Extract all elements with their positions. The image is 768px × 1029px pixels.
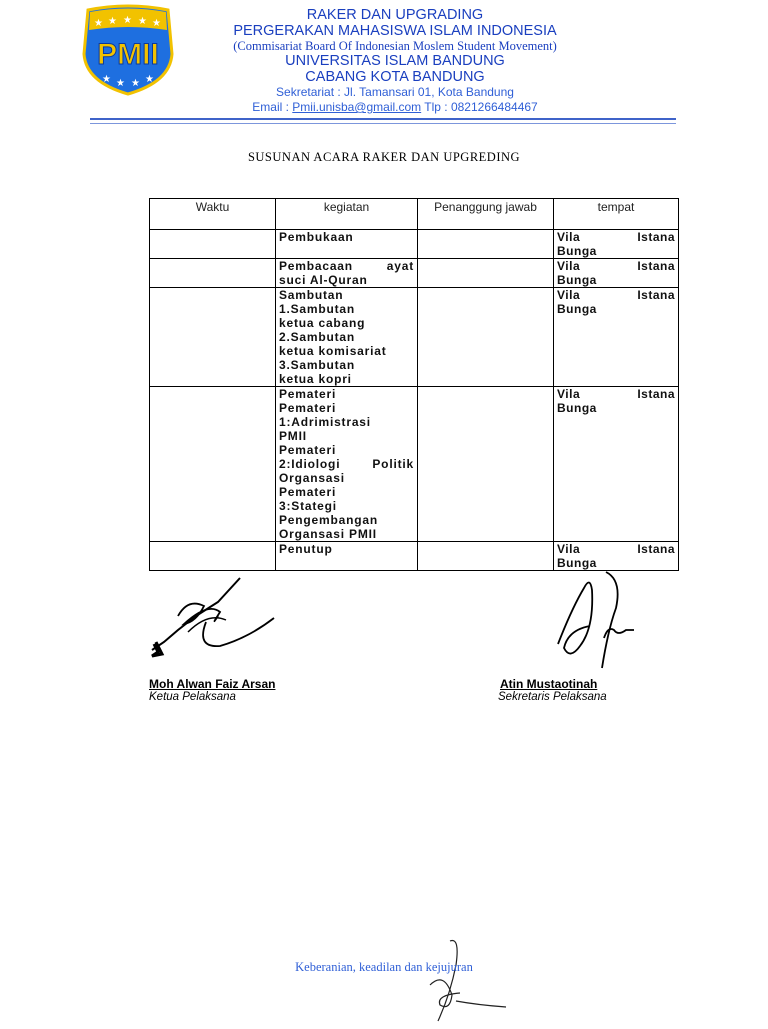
signature-left-image [148, 572, 278, 660]
svg-text:★: ★ [131, 78, 140, 89]
kegiatan-line: ketua kopri [279, 372, 352, 386]
header-kegiatan: kegiatan [276, 199, 418, 230]
kegiatan-line: Organsasi PMII [279, 527, 377, 541]
signature-right [550, 568, 640, 678]
table-row [150, 542, 679, 571]
tempat-text: Istana [637, 288, 675, 302]
tempat-text: Vila [557, 542, 581, 556]
left-signatory-role: Ketua Pelaksana [149, 691, 236, 703]
cell-kegiatan [276, 230, 418, 259]
tempat-text: Vila [557, 259, 581, 273]
footer-signature-image [420, 935, 510, 1024]
tempat-line-1 [557, 259, 675, 273]
kegiatan-line: Pemateri [279, 387, 337, 401]
kegiatan-line: ketua komisariat [279, 344, 387, 358]
tempat-line-2: Bunga [557, 556, 597, 570]
svg-text:★: ★ [152, 18, 161, 29]
logo-text: PMII [97, 38, 159, 71]
kegiatan-line: Pembukaan [279, 230, 354, 244]
branch-name: CABANG KOTA BANDUNG [305, 68, 485, 85]
cell-tempat [554, 387, 679, 542]
table-row [150, 230, 679, 259]
kegiatan-line: 2.Sambutan [279, 330, 356, 344]
tempat-line-2: Bunga [557, 273, 597, 287]
kegiatan-line: Pemateri [279, 485, 337, 499]
table-row [150, 259, 679, 288]
org-name: PERGERAKAN MAHASISWA ISLAM INDONESIA [233, 22, 557, 39]
cell-kegiatan [276, 542, 418, 571]
signature-right-image [550, 568, 640, 678]
email-label: Email : [252, 100, 293, 114]
tempat-text: Istana [637, 387, 675, 401]
tempat-line-1 [557, 387, 675, 401]
tempat-text: Vila [557, 230, 581, 244]
secretariat-address: Sekretariat : Jl. Tamansari 01, Kota Bandung [276, 85, 514, 99]
tempat-line-1 [557, 230, 675, 244]
kegiatan-line: 1.Sambutan [279, 302, 356, 316]
tempat-text: Istana [637, 542, 675, 556]
kegiatan-line: Pemateri [279, 401, 337, 415]
right-signatory-role: Sekretaris Pelaksana [498, 691, 607, 703]
svg-text:★: ★ [108, 16, 117, 27]
cell-tempat [554, 230, 679, 259]
header-rule-thick [90, 118, 676, 120]
cell-waktu [150, 288, 276, 387]
table-header-row [150, 199, 679, 230]
signature-left [148, 572, 278, 660]
agenda-table [149, 198, 679, 571]
cell-waktu [150, 387, 276, 542]
cell-waktu [150, 230, 276, 259]
kegiatan-line: Pemateri [279, 443, 337, 457]
cell-penanggung-jawab [418, 230, 554, 259]
header-rule-thin [90, 123, 676, 124]
right-signatory-name: Atin Mustaotinah [500, 677, 598, 691]
svg-text:★: ★ [138, 16, 147, 27]
cell-tempat [554, 542, 679, 571]
svg-text:★: ★ [145, 74, 154, 85]
event-title: RAKER DAN UPGRADING [306, 7, 484, 23]
kegiatan-line: Pembacaan ayat [279, 259, 414, 273]
cell-waktu [150, 542, 276, 571]
tempat-line-2: Bunga [557, 401, 597, 415]
tempat-line-2: Bunga [557, 244, 597, 258]
tempat-line-1 [557, 288, 675, 302]
cell-kegiatan [276, 259, 418, 288]
svg-text:★: ★ [123, 15, 132, 26]
tempat-text: Istana [637, 230, 675, 244]
svg-text:★: ★ [94, 18, 103, 29]
header-waktu: Waktu [150, 199, 276, 230]
svg-text:★: ★ [102, 74, 111, 85]
kegiatan-line: Pengembangan [279, 513, 378, 527]
university-name: UNIVERSITAS ISLAM BANDUNG [285, 53, 505, 69]
pmii-logo [80, 4, 176, 96]
cell-penanggung-jawab [418, 387, 554, 542]
cell-kegiatan [276, 387, 418, 542]
header-penanggung-jawab: Penanggung jawab [418, 199, 554, 230]
pmii-shield-icon [80, 4, 176, 96]
cell-penanggung-jawab [418, 259, 554, 288]
footer-signature [420, 935, 510, 1024]
tempat-text: Istana [637, 259, 675, 273]
kegiatan-line: Penutup [279, 542, 333, 556]
cell-kegiatan [276, 288, 418, 387]
cell-tempat [554, 288, 679, 387]
contact-line [180, 100, 610, 115]
kegiatan-line: PMII [279, 429, 307, 443]
kegiatan-line: 2:Idiologi Politik [279, 457, 414, 471]
cell-tempat [554, 259, 679, 288]
left-signatory-name: Moh Alwan Faiz Arsan [149, 677, 276, 691]
tempat-text: Vila [557, 288, 581, 302]
table-row [150, 387, 679, 542]
cell-waktu [150, 259, 276, 288]
cell-penanggung-jawab [418, 542, 554, 571]
tempat-line-2: Bunga [557, 302, 597, 316]
email-link[interactable]: Pmii.unisba@gmail.com [292, 100, 422, 114]
cell-penanggung-jawab [418, 288, 554, 387]
kegiatan-line: ketua cabang [279, 316, 366, 330]
table-row [150, 288, 679, 387]
header-tempat: tempat [554, 199, 679, 230]
footer-motto: Keberanian, keadilan dan kejujuran [295, 960, 473, 974]
kegiatan-line: Organsasi [279, 471, 345, 485]
tempat-line-1 [557, 542, 675, 556]
phone-text: Tlp : 0821266484467 [421, 100, 538, 114]
org-english-name: (Commisariat Board Of Indonesian Moslem Student Movement) [233, 39, 557, 53]
kegiatan-line: 3.Sambutan [279, 358, 356, 372]
kegiatan-line: Sambutan [279, 288, 344, 302]
svg-text:★: ★ [116, 78, 125, 89]
document-title: SUSUNAN ACARA RAKER DAN UPGREDING [247, 150, 521, 164]
kegiatan-line: 1:Adrimistrasi [279, 415, 371, 429]
kegiatan-line: suci Al-Quran [279, 273, 368, 287]
letterhead [180, 8, 610, 115]
tempat-text: Vila [557, 387, 581, 401]
kegiatan-line: 3:Stategi [279, 499, 337, 513]
